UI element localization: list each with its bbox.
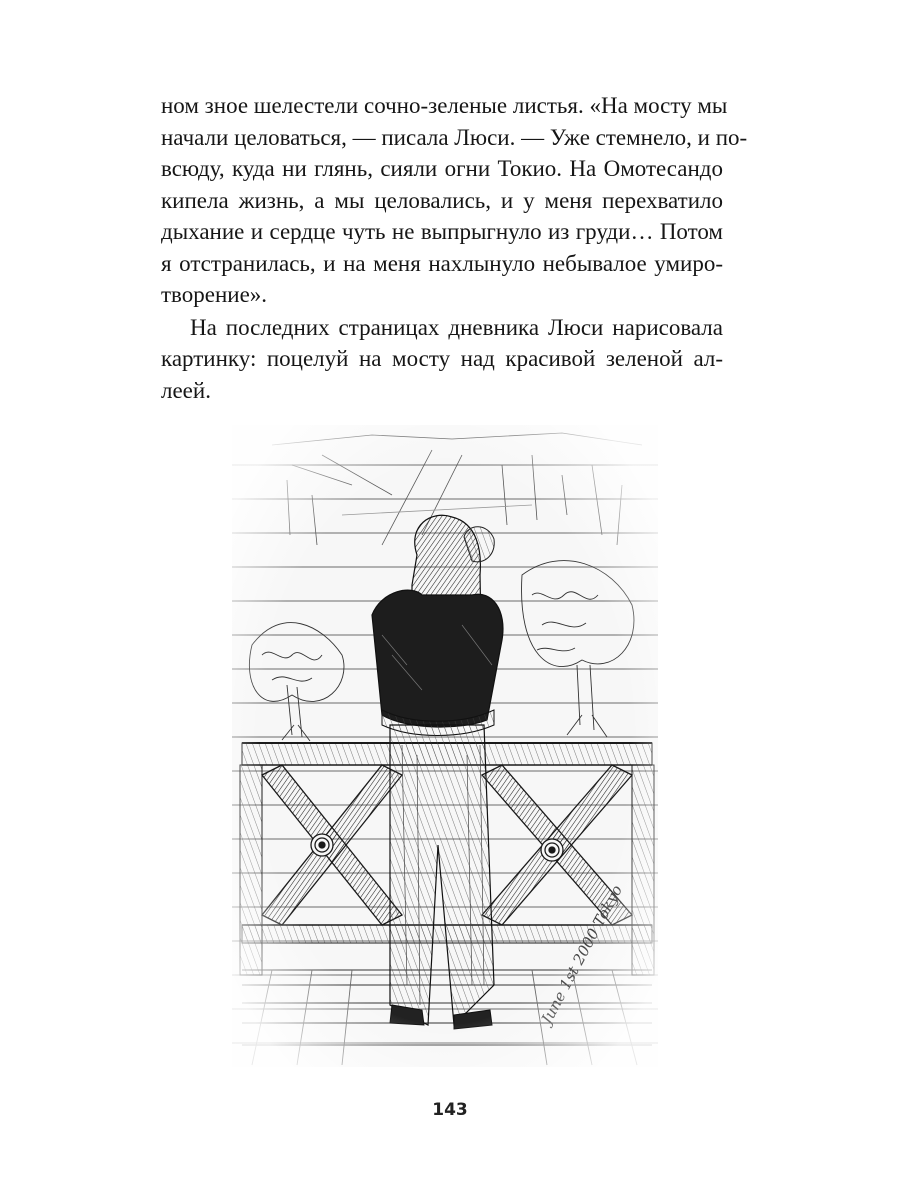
- text-line: кипела жизнь, а мы целовались, и у меня перехватило: [161, 187, 723, 213]
- text-line: картинку: поцелуй на мосту над красивой зеленой ал-: [161, 346, 723, 371]
- text-line: дыхание и сердце чуть не выпрыгнуло из груди… Потом: [161, 219, 723, 244]
- page-number: 143: [432, 1100, 468, 1120]
- text-line: начали целоваться, — писала Люси. — Уже стемнело, и по-: [161, 124, 748, 150]
- diary-sketch-illustration: [232, 425, 658, 1067]
- text-line: леей.: [161, 377, 211, 403]
- text-line: я отстранилась, и на меня нахлынуло небывалое умиро-: [161, 250, 723, 276]
- text-line: ном зное шелестели сочно-зеленые листья. «На мосту мы: [161, 93, 728, 118]
- paragraph-1: [161, 90, 748, 311]
- sketch-vignette: [232, 425, 658, 1067]
- body-text: [161, 90, 748, 407]
- sketch-drawing: [232, 425, 658, 1067]
- text-line: всюду, куда ни глянь, сияли огни Токио. На Омотесандо: [161, 156, 723, 181]
- text-line: творение».: [161, 282, 268, 307]
- paragraph-2: [161, 312, 723, 407]
- text-line: На последних страницах дневника Люси нарисовала: [190, 314, 723, 340]
